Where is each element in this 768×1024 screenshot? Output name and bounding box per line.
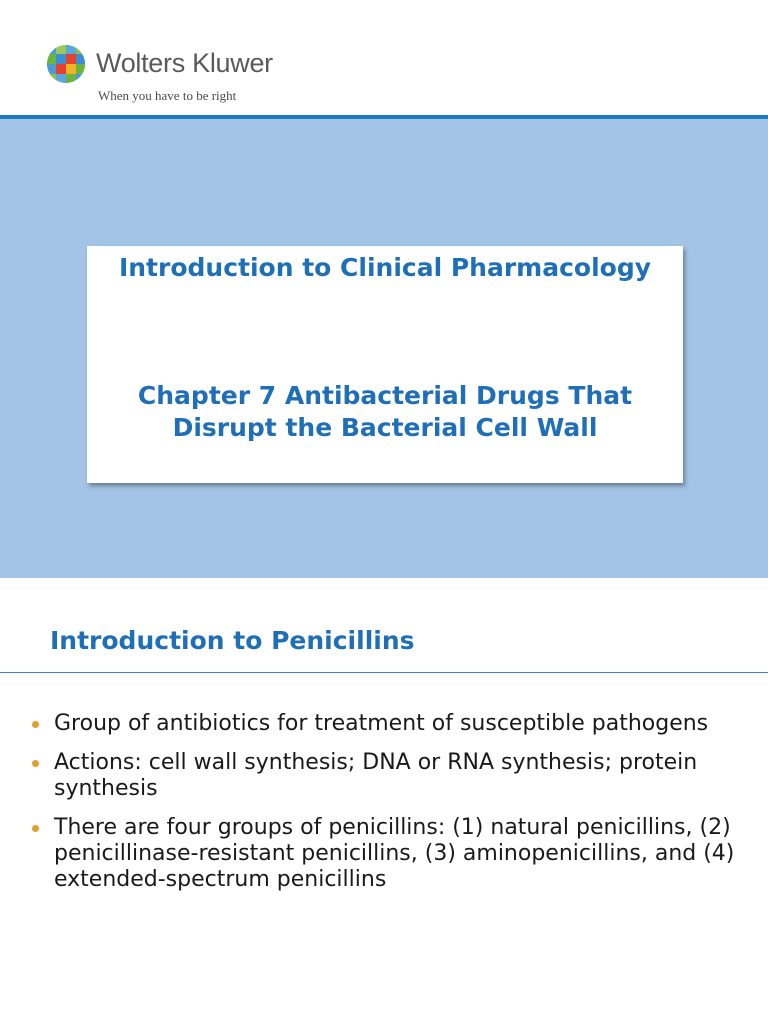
- bullet-dot-icon: [32, 760, 39, 767]
- logo-tagline: When you have to be right: [98, 88, 237, 103]
- bullet-list: [30, 711, 750, 906]
- bullet-dot-icon: [32, 825, 39, 832]
- logo-mosaic-icon: [46, 44, 86, 84]
- bullet-text: There are four groups of penicillins: (1) natural penicillins, (2) penicillinase-resistant penicillins, (3) aminopenicillins, and (4) extended-spectrum penicillins: [54, 815, 735, 892]
- bullet-text: Actions: cell wall synthesis; DNA or RNA synthesis; protein synthesis: [54, 750, 698, 801]
- heading-rule: [0, 672, 768, 673]
- chapter-title: Chapter 7 Antibacterial Drugs That Disrupt the Bacterial Cell Wall: [137, 381, 633, 442]
- slide-heading: Introduction to Penicillins: [50, 626, 415, 655]
- course-title: Introduction to Clinical Pharmacology: [118, 253, 652, 282]
- wolters-kluwer-logo: [46, 44, 346, 104]
- bullet-item: [30, 815, 750, 893]
- bullet-item: [30, 750, 750, 802]
- slide-penicillins: [0, 578, 768, 1024]
- bullet-item: [30, 711, 750, 737]
- logo-name: Wolters Kluwer: [96, 48, 273, 78]
- bullet-text: Group of antibiotics for treatment of susceptible pathogens: [54, 711, 709, 736]
- title-card: [87, 246, 683, 483]
- bullet-dot-icon: [32, 721, 39, 728]
